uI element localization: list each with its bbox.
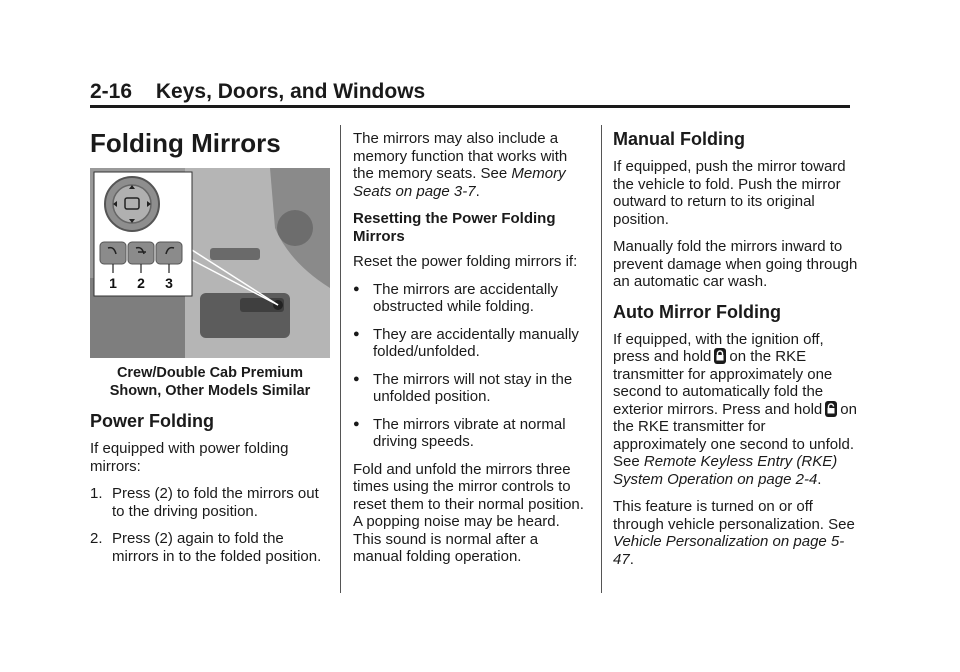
auto-text-a: If equipped, with the ignition off, press and hold: [613, 330, 824, 365]
list-item: [353, 371, 591, 406]
feature-paragraph: [613, 498, 858, 568]
feature-end: .: [629, 550, 634, 568]
caption-line-2: Shown, Other Models Similar: [109, 383, 311, 399]
auto-text-c: on the RKE transmitter for approximately one second to unfold. See: [613, 400, 857, 470]
bullet-icon: ●: [353, 282, 360, 295]
bullet-icon: ●: [353, 417, 360, 430]
bullet-text: The mirrors are accidentally obstructed while folding.: [373, 280, 559, 315]
column-2: [353, 130, 591, 576]
column-divider-1: [340, 125, 341, 593]
figure-label-1: 1: [109, 275, 117, 291]
page-number: 2-16: [90, 80, 133, 103]
rke-reference[interactable]: Remote Keyless Entry (RKE) System Operation on page 2-4: [613, 453, 838, 488]
auto-text-b: on the RKE transmitter for approximately one second to automatically fold the exterior mirrors. Press and hold: [613, 348, 833, 418]
memory-seats-reference[interactable]: Memory Seats on page 3-7: [353, 165, 566, 200]
figure-caption: [90, 364, 330, 400]
bullet-text: The mirrors will not stay in the unfolded position.: [373, 370, 573, 405]
fold-paragraph: Fold and unfold the mirrors three times using the mirror controls to reset them to their normal position. A popping noise may be heard. This sound is normal after a manual folding operation.: [353, 460, 584, 565]
step-number: 2.: [90, 530, 103, 547]
bullet-icon: ●: [353, 372, 360, 385]
bullet-text: The mirrors vibrate at normal driving speeds.: [373, 415, 566, 450]
memory-end: .: [475, 182, 480, 200]
figure-label-3: 3: [165, 275, 173, 291]
figure-label-2: 2: [137, 275, 145, 291]
step-text: Press (2) again to fold the mirrors in to the folded position.: [112, 530, 322, 565]
mirror-controls-figure: [90, 168, 330, 358]
lock-icon: [713, 348, 727, 364]
caption-line-1: Crew/Double Cab Premium: [116, 365, 304, 381]
reset-title: Resetting the Power Folding Mirrors: [353, 210, 556, 245]
header-rule: [90, 105, 850, 108]
manual-paragraph-1: If equipped, push the mirror toward the vehicle to fold. Push the mirror outward to return to its original position.: [613, 158, 846, 228]
chapter-title: Keys, Doors, and Windows: [155, 80, 426, 103]
bullet-text: They are accidentally manually folded/unfolded.: [373, 325, 579, 360]
manual-folding-title: Manual Folding: [613, 129, 745, 149]
auto-end: .: [817, 470, 822, 488]
personalization-reference[interactable]: Vehicle Personalization on page 5-47: [613, 533, 845, 568]
bullet-icon: ●: [353, 327, 360, 340]
step-item: [90, 530, 330, 565]
column-divider-2: [601, 125, 602, 593]
feature-text: This feature is turned on or off through vehicle personalization. See: [613, 498, 855, 533]
page-header: [90, 80, 425, 104]
column-3: [613, 128, 858, 578]
list-item: [353, 416, 591, 451]
list-item: [353, 281, 591, 316]
section-title: Folding Mirrors: [90, 128, 281, 158]
list-item: [353, 326, 591, 361]
unlock-icon: [824, 401, 838, 417]
memory-text: The mirrors may also include a memory function that works with the memory seats. See: [353, 130, 568, 182]
step-number: 1.: [90, 485, 103, 502]
auto-folding-title: Auto Mirror Folding: [613, 301, 781, 322]
step-text: Press (2) to fold the mirrors out to the driving position.: [112, 485, 319, 520]
auto-paragraph: [613, 331, 858, 489]
power-folding-intro: If equipped with power folding mirrors:: [90, 440, 289, 475]
step-item: [90, 485, 330, 520]
reset-intro: Reset the power folding mirrors if:: [353, 253, 578, 270]
column-1: [90, 128, 330, 575]
memory-paragraph: [353, 130, 591, 200]
power-folding-title: Power Folding: [90, 411, 214, 431]
manual-paragraph-2: Manually fold the mirrors inward to prevent damage when going through an automatic car wash.: [613, 238, 858, 290]
